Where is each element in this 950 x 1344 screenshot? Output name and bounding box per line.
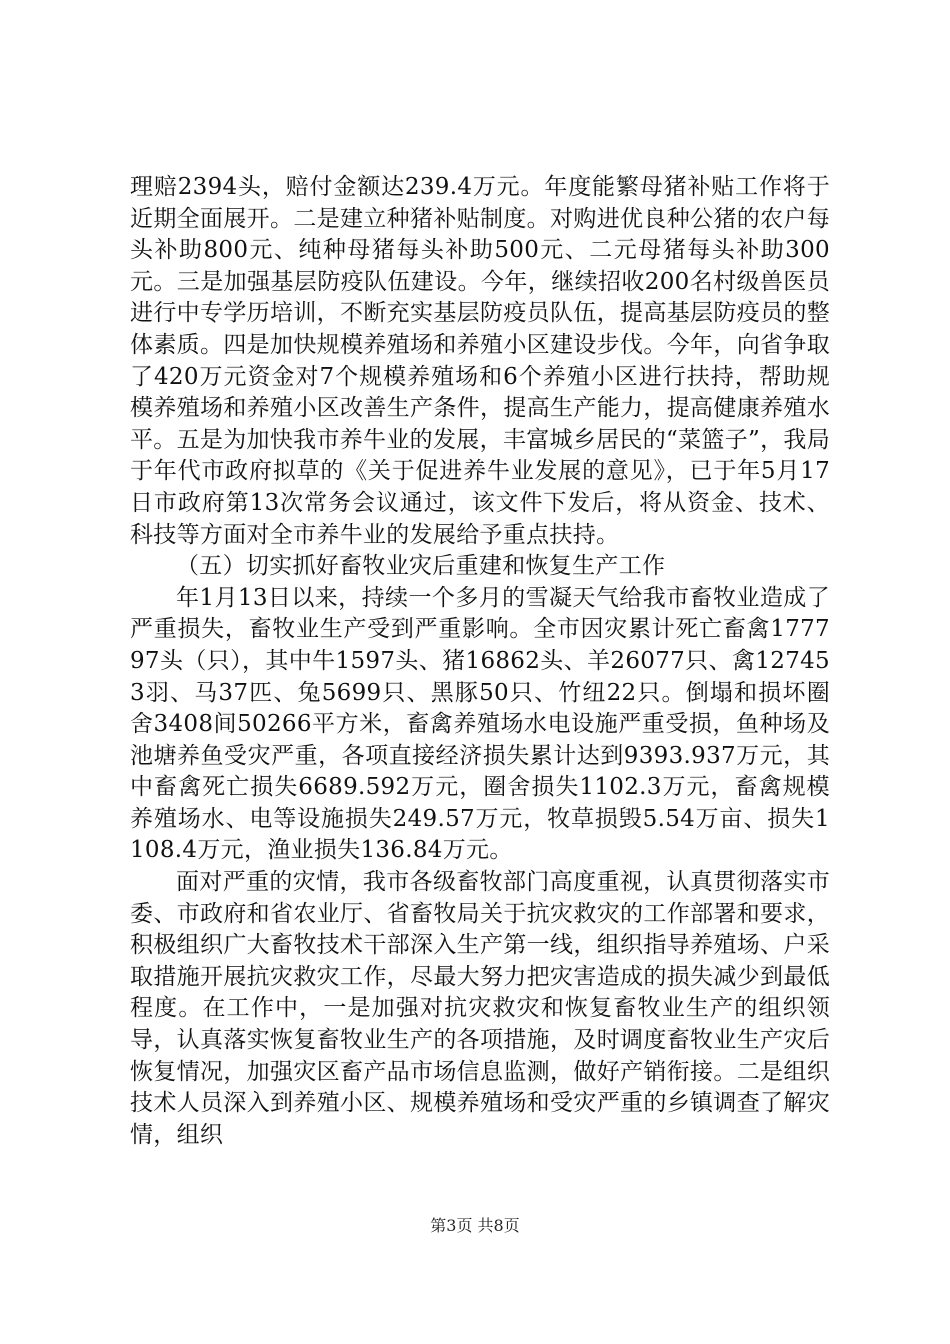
paragraph-disaster-response: 面对严重的灾情，我市各级畜牧部门高度重视，认真贯彻落实市委、市政府和省农业厅、省畜牧局关于抗灾救灾的工作部署和要求，积极组织广大畜牧技术干部深入生产第一线，组织指导养殖场、户采取措施开展抗灾救灾工作，尽最大努力把灾害造成的损失减少到最低程度。在工作中，一是加强对抗灾救灾和恢复畜牧业生产的组织领导，认真落实恢复畜牧业生产的各项措施，及时调度畜牧业生产灾后恢复情况，加强灾区畜产品市场信息监测，做好产销衔接。二是组织技术人员深入到养殖小区、规模养殖场和受灾严重的乡镇调查了解灾情，组织 xyxy=(130,869,830,1148)
paragraph-subsidy-work: 理赔2394头，赔付金额达239.4万元。年度能繁母猪补贴工作将于近期全面展开。二是建立种猪补贴制度。对购进优良种公猪的农户每头补助800元、纯种母猪每头补助500元、二元母猪每头补助300元。三是加强基层防疫队伍建设。今年，继续招收200名村级兽医员进行中专学历培训，不断充实基层防疫员队伍，提高基层防疫员的整体素质。四是加快规模养殖场和养殖小区建设步伐。今年，向省争取了420万元资金对7个规模养殖场和6个养殖小区进行扶持，帮助规模养殖场和养殖小区改善生产条件，提高生产能力，提高健康养殖水平。五是为加快我市养牛业的发展，丰富城乡居民的“菜篮子”，我局于年代市政府拟草的《关于促进养牛业发展的意见》，已于年5月17日市政府第13次常务会议通过，该文件下发后，将从资金、技术、科技等方面对全市养牛业的发展给予重点扶持。 xyxy=(130,174,830,548)
document-body xyxy=(130,172,830,1151)
page-number-footer: 第3页 共8页 xyxy=(430,1216,520,1235)
paragraph-disaster-losses: 年1月13日以来，持续一个多月的雪凝天气给我市畜牧业造成了严重损失，畜牧业生产受到严重影响。全市因灾累计死亡畜禽177797头（只），其中牛1597头、猪16862头、羊26077只、禽127453羽、马37匹、兔5699只、黑豚50只、竹纽22只。倒塌和损坏圈舍3408间50266平方米，畜禽养殖场水电设施严重受损，鱼种场及池塘养鱼受灾严重，各项直接经济损失累计达到9393.937万元，其中畜禽死亡损失6689.592万元，圈舍损失1102.3万元，畜禽规模养殖场水、电等设施损失249.57万元，牧草损毁5.54万亩、损失1108.4万元，渔业损失136.84万元。 xyxy=(130,584,830,864)
section-heading-five: （五）切实抓好畜牧业灾后重建和恢复生产工作 xyxy=(176,553,666,580)
